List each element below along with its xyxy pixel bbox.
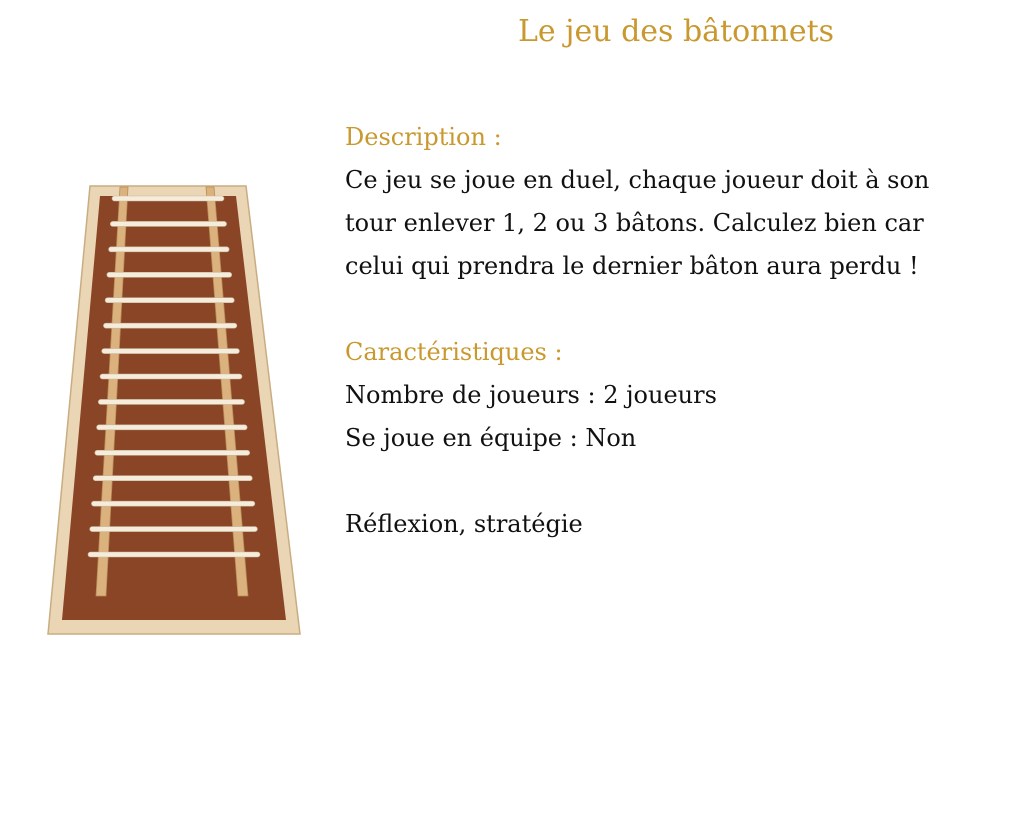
stick: [105, 298, 234, 303]
stick: [91, 501, 254, 506]
description-line-3: celui qui prendra le dernier bâton aura perdu !: [345, 252, 919, 280]
players-count: Nombre de joueurs : 2 joueurs: [345, 381, 717, 409]
stick: [88, 552, 260, 557]
stick: [109, 247, 230, 252]
stick: [100, 374, 242, 379]
spacer: [345, 460, 1015, 503]
description-line-2: tour enlever 1, 2 ou 3 bâtons. Calculez bien car: [345, 209, 924, 237]
stick: [93, 476, 252, 481]
stick: [90, 527, 258, 532]
stick-game-board-image: [46, 182, 302, 642]
stick: [98, 399, 244, 404]
content: [345, 116, 1015, 546]
stick: [95, 450, 250, 455]
stick: [97, 425, 248, 430]
stick-game-board: [46, 182, 302, 642]
characteristics-heading: Caractéristiques :: [345, 338, 563, 366]
game-tags: Réflexion, stratégie: [345, 510, 583, 538]
stick: [112, 196, 224, 201]
stick: [107, 272, 232, 277]
team-play: Se joue en équipe : Non: [345, 424, 637, 452]
stick: [110, 221, 226, 226]
stick: [102, 349, 240, 354]
page-title: Le jeu des bâtonnets: [517, 14, 835, 49]
description-line-1: Ce jeu se joue en duel, chaque joueur doit à son: [345, 166, 930, 194]
description-heading: Description :: [345, 123, 502, 151]
stick: [103, 323, 236, 328]
spacer: [345, 288, 1015, 331]
